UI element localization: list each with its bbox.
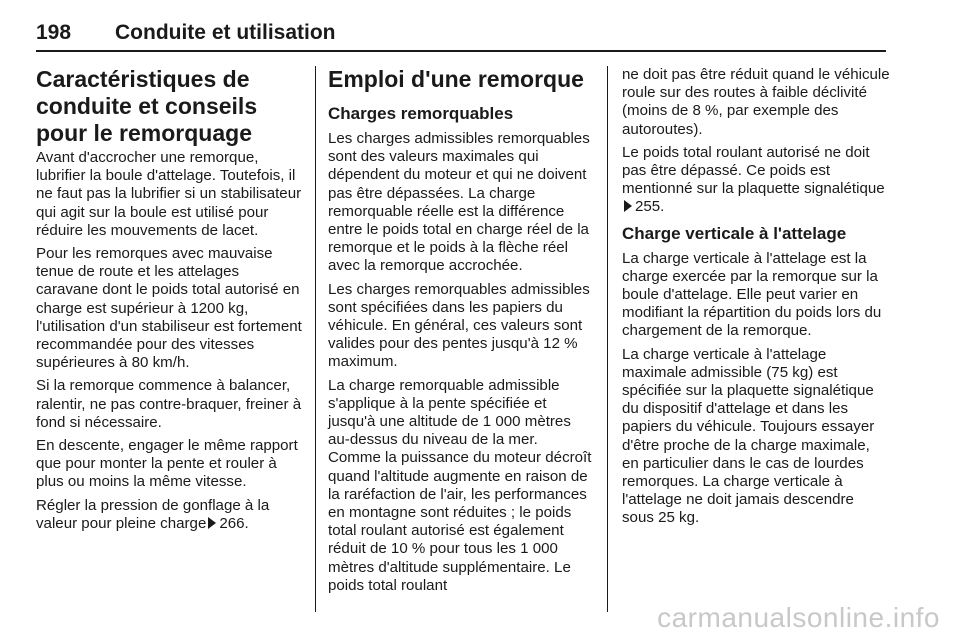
paragraph [36,497,304,533]
page-reference-arrow-icon [624,200,632,212]
paragraph: ne doit pas être réduit quand le véhicule roule sur des routes à faible déclivité (moins de 8 %, par exemple des autoroutes). [622,66,890,138]
section-heading-trailer-use: Emploi d'une remorque [328,66,584,92]
paragraph: La charge verticale à l'attelage maximale admissible (75 kg) est spécifiée sur la plaquette signalétique du dispositif d'attelage et dans les papiers du véhicule. Toujours essayer d'être proche de la charge maximale, en particulier dans le cas de lourdes remorques. La charge verticale à l'attelage ne doit jamais descendre sous 25 kg. [622,345,875,527]
column-divider [315,66,316,612]
paragraph: En descente, engager le même rapport que pour monter la pente et rouler à plus ou moins la même vitesse. [36,437,298,491]
subheading-vertical-load: Charge verticale à l'attelage [622,223,847,243]
paragraph-text: Régler la pression de gonflage à la valeur pour pleine charge [36,496,270,532]
paragraph: Les charges admissibles remorquables sont des valeurs maximales qui dépendent du moteur et qui ne doivent pas être dépassées. La charge remorquable réelle est la différence entre le poids total en charge réel de la remorque et le poids à la flèche réel avec la remorque accrochée. [328,130,590,275]
paragraph: Pour les remorques avec mauvaise tenue de route et les attelages caravane dont le poids total autorisé en charge est supérieur à 1200 kg, l'utilisation d'un stabiliseur est fortement recommandée pour des vitesses supérieures à 80 km/h. [36,245,302,372]
paragraph: La charge remorquable admissible s'applique à la pente spécifiée et jusqu'à une altitude de 1 000 mètres au-dessus du niveau de la mer. Comme la puissance du moteur décroît quand l'altitude augmente en raison de la raréfaction de l'air, les performances en montagne sont réduites ; le poids total roulant autorisé est également réduit de 10 % pour tous les 1 000 mètres d'altitude supplémentaire. Le poids total roulant [328,376,592,594]
paragraph: Si la remorque commence à balancer, ralentir, ne pas contre-braquer, freiner à fond si nécessaire. [36,377,302,431]
subheading-towing-loads: Charges remorquables [328,104,514,123]
page-header [36,18,886,52]
section-heading-driving-characteristics: Caractéristiques de conduite et conseils pour le remorquage [36,66,258,146]
paragraph-text: Le poids total roulant autorisé ne doit pas être dépassé. Ce poids est mentionné sur la plaquette signalétique [622,143,885,198]
column-right [622,66,890,533]
paragraph [622,144,890,217]
page-reference-arrow-icon [208,517,216,529]
chapter-title: Conduite et utilisation [115,21,336,44]
paragraph: Avant d'accrocher une remorque, lubrifier la boule d'attelage. Toutefois, il ne faut pas la lubrifier si un stabilisateur qui agit sur la boule est utilisé pour réduire les mouvements de lacet. [36,149,302,239]
page-reference-link[interactable]: 266. [219,514,249,532]
column-middle [328,66,594,600]
paragraph: Les charges remorquables admissibles sont spécifiées dans les papiers du véhicule. En général, ces valeurs sont valides pour des pentes jusqu'à 12 % maximum. [328,280,590,371]
watermark: carmanualsonline.info [657,602,940,633]
page-number: 198 [36,21,72,44]
paragraph: La charge verticale à l'attelage est la charge exercée par la remorque sur la boule d'attelage. Elle peut varier en modifiant la répartition du poids lors du chargement de la remorque. [622,249,882,340]
column-left [36,66,304,538]
column-divider [607,66,608,612]
page-reference-link[interactable]: 255. [635,198,665,216]
